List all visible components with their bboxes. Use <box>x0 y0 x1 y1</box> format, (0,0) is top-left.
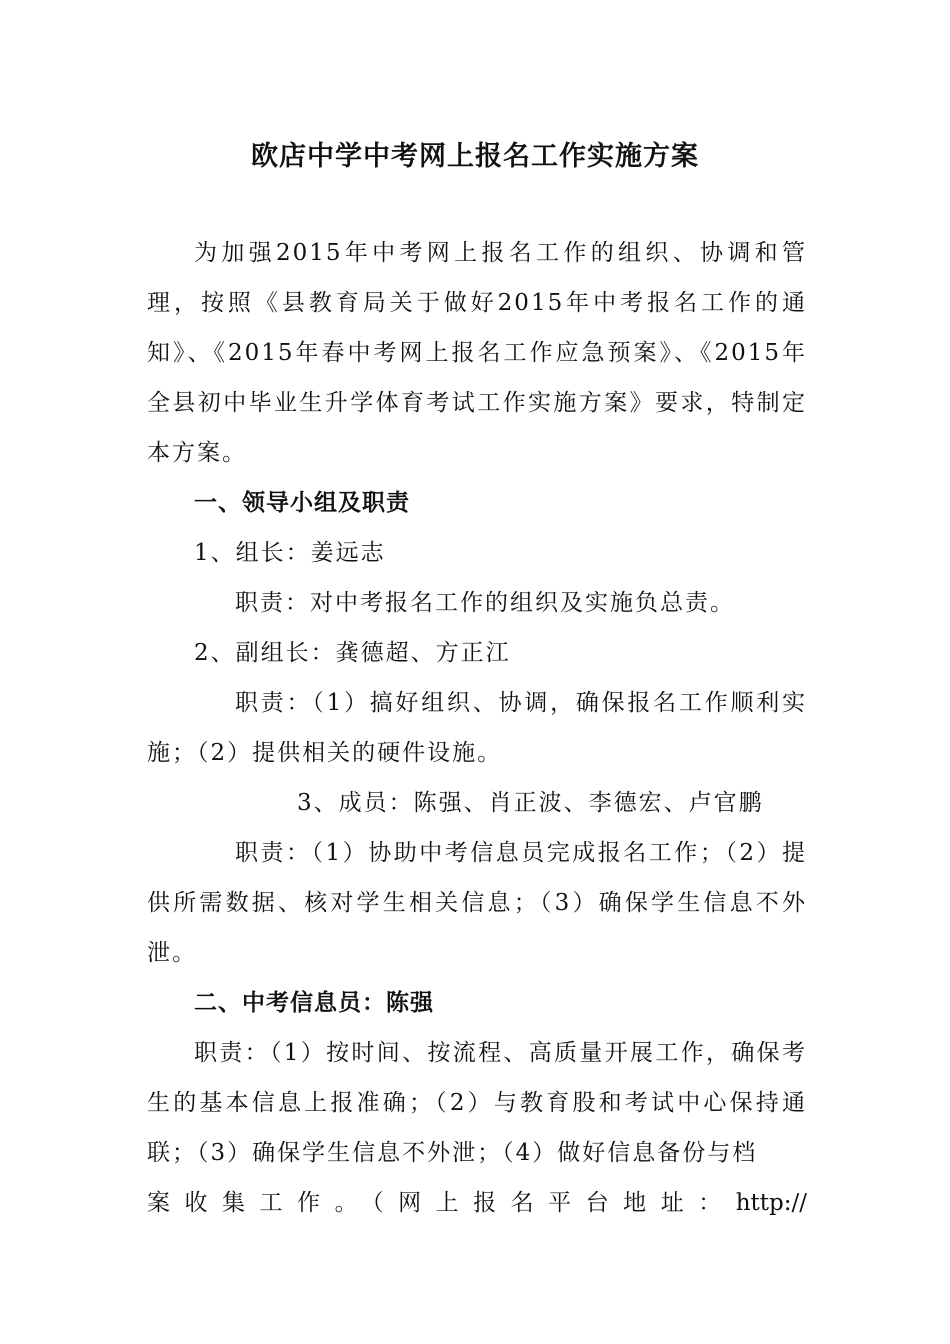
deputy-duty: 职责：（1）搞好组织、协调，确保报名工作顺利实施；（2）提供相关的硬件设施。 <box>147 690 807 766</box>
deputy-line: 2、副组长：龚德超、方正江 <box>194 640 511 666</box>
document-body <box>147 228 807 1228</box>
leader-duty: 职责：对中考报名工作的组织及实施负总责。 <box>235 590 735 616</box>
members-duty: 职责：（1）协助中考信息员完成报名工作；（2）提供所需数据、核对学生相关信息；（3）确保学生信息不外泄。 <box>147 840 807 966</box>
info-officer-duty: 职责：（1）按时间、按流程、高质量开展工作，确保考生的基本信息上报准确；（2）与教育股和考试中心保持通联；（3）确保学生信息不外泄；（4）做好信息备份与档 <box>147 1040 807 1166</box>
document-title: 欧店中学中考网上报名工作实施方案 <box>251 141 699 172</box>
intro-paragraph: 为加强2015年中考网上报名工作的组织、协调和管理，按照《县教育局关于做好2015年中考报名工作的通知》、《2015年春中考网上报名工作应急预案》、《2015年全县初中毕业生升学体育考试工作实施方案》要求，特制定本方案。 <box>147 240 807 466</box>
info-officer-duty-last-line: 案收集工作。（网上报名平台地址：http:// <box>147 1190 807 1216</box>
leader-line: 1、组长：姜远志 <box>194 540 386 566</box>
section-heading-info-officer: 二、中考信息员：陈强 <box>194 990 434 1016</box>
section-heading-leadership: 一、领导小组及职责 <box>194 490 410 516</box>
members-line: 3、成员：陈强、肖正波、李德宏、卢官鹏 <box>297 790 764 816</box>
